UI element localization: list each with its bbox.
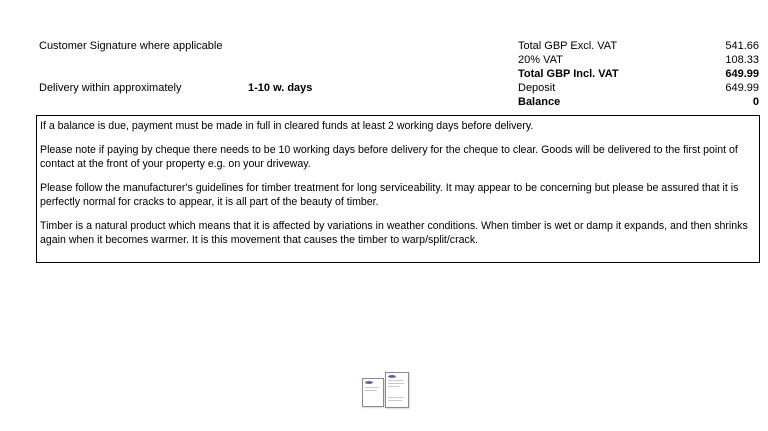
totals-label-vat: 20% VAT [518,54,563,66]
totals-value-excl-vat: 541.66 [725,40,759,52]
totals-value-incl-vat: 649.99 [725,68,759,80]
page-thumbnails [362,372,410,408]
totals-value-vat: 108.33 [725,54,759,66]
signature-label: Customer Signature where applicable [39,40,223,52]
delivery-label: Delivery within approximately [39,82,182,94]
terms-box [36,115,760,263]
delivery-value: 1-10 w. days [248,82,313,94]
document-logo-icon [388,375,396,378]
page-thumbnail-1[interactable] [362,378,384,407]
totals-label-deposit: Deposit [518,82,556,94]
totals-value-deposit: 649.99 [725,82,759,94]
page-thumbnail-2[interactable] [385,372,409,408]
totals-label-balance: Balance [518,96,561,108]
document-logo-icon [365,381,373,384]
note-cheque: Please note if paying by cheque there needs to be 10 working days before delivery for the cheque to clear. Goods will be delivered to the first point of contact at the front of your property e.g. on your driveway. [40,143,738,170]
totals-label-incl-vat: Total GBP Incl. VAT [518,68,619,80]
note-timber-weather: Timber is a natural product which means that it is affected by variations in weather conditions. When timber is wet or damp it expands, and then shrinks again when it becomes warmer. It is this movement that causes the timber to warp/split/crack. [40,219,748,246]
note-payment: If a balance is due, payment must be made in full in cleared funds at least 2 working days before delivery. [40,120,534,132]
totals-value-balance: 0 [752,96,759,108]
totals-label-excl-vat: Total GBP Excl. VAT [518,40,618,52]
note-timber-treatment: Please follow the manufacturer's guidelines for timber treatment for long serviceability. It may appear to be concerning but please be assured that it is perfectly normal for cracks to appear, it is all part of the beauty of timber. [40,181,739,208]
